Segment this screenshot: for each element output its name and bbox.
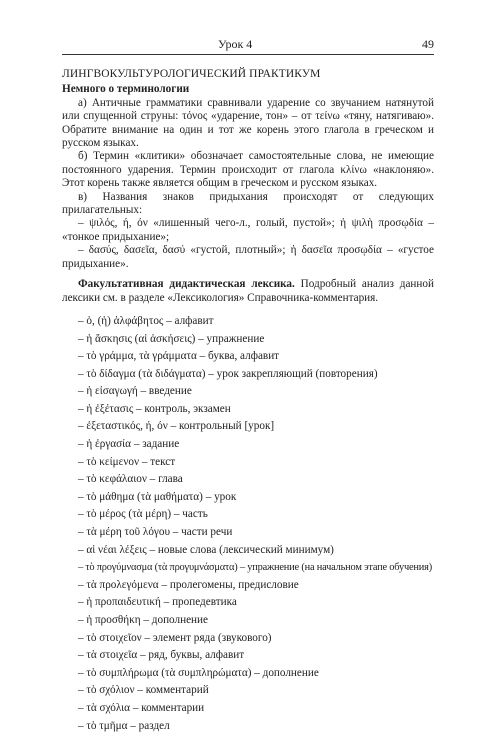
optional-vocabulary-heading: Факультативная дидактическая лексика. [78, 278, 295, 291]
page-content [62, 68, 434, 737]
list-item: – ἡ ἐργασία – задание [78, 438, 180, 451]
paragraph-c: в) Названия знаков придыхания происходят от следующих прилагательных: [62, 190, 434, 217]
subsection-heading: Немного о терминологии [62, 83, 190, 96]
lesson-label: Урок 4 [218, 37, 253, 51]
list-item: – τὸ συμπλήρωμα (τὰ συμπληρώματα) – дополнение [78, 666, 319, 679]
list-item: – ἡ προπαιδευτική – пропедевтика [78, 596, 237, 609]
list-item: – ὁ, (ἡ) ἀλφάβητος – алфавит [78, 314, 214, 327]
paragraph-b: б) Термин «клитики» обозначает самостоятельные слова, не имеющие постоянного ударения. Термин происходит от глагола κλίνω «наклоняю». Этот корень также является общим в греческом и русском языках. [62, 150, 434, 190]
paragraph-c-item-2: – δασύς, δασεῖα, δασύ «густой, плотный»; ἡ δασεῖα προσῳδία – «густое придыхание». [62, 244, 434, 270]
page-number: 49 [422, 37, 434, 51]
list-item: – τὰ στοιχεῖα – ряд, буквы, алфавит [78, 649, 245, 662]
paragraph-a: а) Античные грамматики сравнивали ударение со звучанием натянутой или спущенной струны: τόνος «ударение, тон» – от τείνω «тяну, натягиваю». Обратите внимание на один и тот же корень этого глагола в греческом и русском языках. [62, 96, 434, 150]
optional-vocabulary-text: Подробный анализ данной лексики см. в разделе «Лексикология» Справочника-комментария. [62, 278, 434, 304]
list-item: – τὸ μάθημα (τὰ μαθήματα) – урок [78, 490, 237, 503]
paragraph-c-item-1: – ψιλός, ή, όν «лишенный чего-л., голый, пустой»; ἡ ψιλὴ προσῳδία – «тонкое придыхание»; [62, 217, 434, 243]
section-title: ЛИНГВОКУЛЬТУРОЛОГИЧЕСКИЙ ПРАКТИКУМ [62, 68, 321, 80]
list-item: – τὸ προγύμνασμα (τὰ προγυμνάσματα) – упражнение (на начальном этапе обучения) [78, 562, 432, 574]
list-item: – ἐξεταστικός, ή, όν – контрольный [урок] [78, 420, 275, 433]
list-item: – ἡ εἰσαγωγή – введение [78, 385, 192, 398]
list-item: – τὸ κείμενον – текст [78, 455, 176, 468]
optional-vocabulary-intro [62, 278, 434, 305]
vocabulary-list [62, 315, 434, 733]
list-item: – τὸ μέρος (τὰ μέρη) – часть [78, 508, 208, 521]
list-item: – τὰ προλεγόμενα – пролегомены, предисловие [78, 578, 299, 591]
list-item: – τὰ μέρη τοῦ λόγου – части речи [78, 526, 233, 539]
list-item: – αἱ νέαι λέξεις – новые слова (лексический минимум) [78, 543, 334, 556]
list-item: – τὸ κεφάλαιον – глава [78, 473, 183, 486]
list-item: – τὸ δίδαγμα (τὰ διδάγματα) – урок закрепляющий (повторения) [78, 367, 378, 380]
list-item: – ἡ ἐξέτασις – контроль, экзамен [78, 402, 231, 415]
list-item: – ἡ ἄσκησις (αἱ ἀσκήσεις) – упражнение [78, 332, 265, 345]
list-item: – ἡ προσθήκη – дополнение [78, 614, 208, 626]
running-header [62, 38, 434, 55]
list-item: – τὸ στοιχεῖον – элемент ряда (звукового) [78, 631, 272, 644]
list-item: – τὸ γράμμα, τὰ γράμματα – буква, алфавит [78, 350, 280, 363]
list-item: – τὸ σχόλιον – комментарий [78, 684, 209, 697]
list-item: – τὸ τμῆμα – раздел [78, 719, 170, 732]
list-item: – τὰ σχόλια – комментарии [78, 701, 205, 714]
